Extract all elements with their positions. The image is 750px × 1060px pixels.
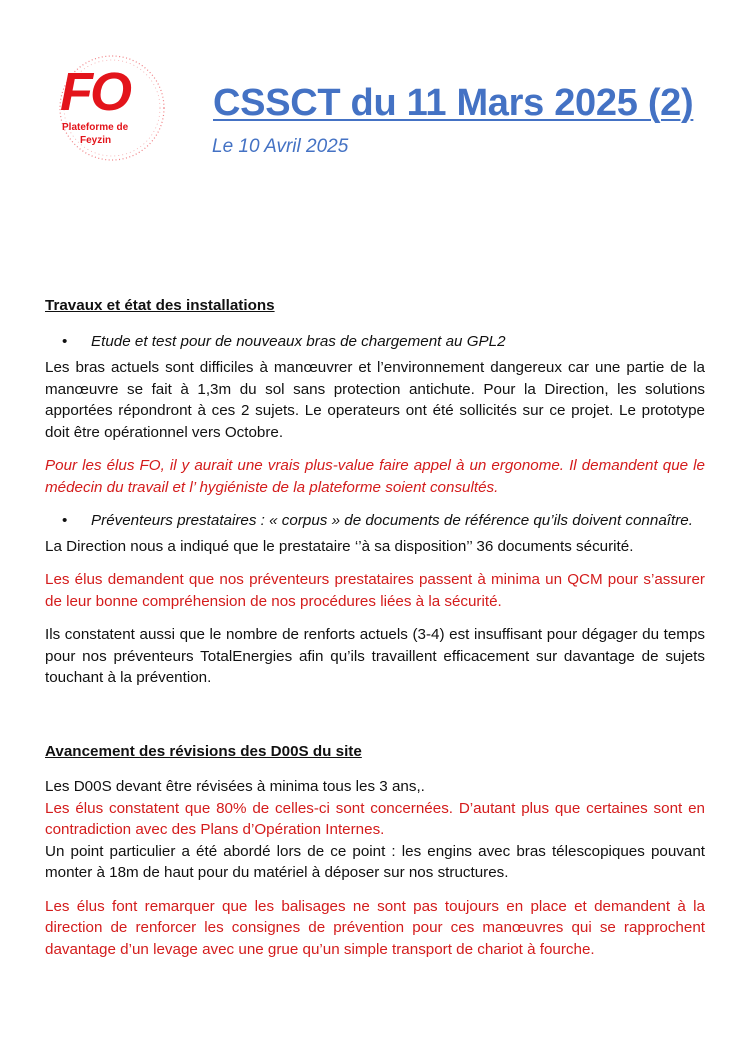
paragraph: Un point particulier a été abordé lors de ce point : les engins avec bras télescopiques pouvant monter à 18m de haut pour du matériel à déposer sur nos structures. xyxy=(45,842,705,881)
fo-position-paragraph: Les élus demandent que nos préventeurs prestataires passent à minima un QCM pour s’assurer de leur bonne compréhension de nos procédures liées à la sécurité. xyxy=(45,571,705,610)
bullet-item: • Préventeurs prestataires : « corpus » de documents de référence qu’ils doivent connaître. xyxy=(45,510,705,532)
fo-position-paragraph: Les élus font remarquer que les balisages ne sont pas toujours en place et demandent à la direction de renforcer les consignes de prévention pour ces manœuvres qui se rapprochent davantage d’un levage avec une grue qu’un simple transport de chariot à fourche. xyxy=(45,897,705,958)
document-title: CSSCT du 11 Mars 2025 (2) xyxy=(213,82,694,124)
paragraph: Les D00S devant être révisées à minima tous les 3 ans,. xyxy=(45,778,425,795)
section-heading-doos: Avancement des révisions des D00S du site xyxy=(45,742,362,760)
bullet-item: • Etude et test pour de nouveaux bras de chargement au GPL2 xyxy=(45,331,705,353)
fo-position-paragraph: Pour les élus FO, il y aurait une vrais plus-value faire appel à un ergonome. Il demandent que le médecin du travail et l’ hygiéniste de la plateforme soient consultés. xyxy=(45,457,705,496)
document-body xyxy=(45,295,705,960)
paragraph: Les bras actuels sont difficiles à manœuvrer et l’environnement dangereux car une partie de la manœuvre se fait à 1,3m du sol sans protection antichute. Pour la Direction, les solutions apportées répondront à ces 2 sujets. Le operateurs ont été sollicités sur ce projet. Le prototype doit être opérationnel vers Octobre. xyxy=(45,359,705,441)
svg-text:FO: FO xyxy=(60,62,129,122)
bullet-icon: • xyxy=(62,332,68,350)
fo-position-paragraph: Les élus constatent que 80% de celles-ci sont concernées. D’autant plus que certaines sont en contradiction avec des Plans d’Opération Internes. xyxy=(45,799,705,838)
paragraph: La Direction nous a indiqué que le prestataire ‘’à sa disposition’’ 36 documents sécurité. xyxy=(45,537,634,555)
svg-text:Feyzin: Feyzin xyxy=(80,135,112,146)
fo-logo xyxy=(50,48,170,168)
document-date: Le 10 Avril 2025 xyxy=(212,136,349,157)
paragraph: Ils constatent aussi que le nombre de renforts actuels (3-4) est insuffisant pour dégager du temps pour nos préventeurs TotalEnergies afin qu’ils travaillent efficacement sur davantage de sujets touchant à la prévention. xyxy=(45,626,705,686)
bullet-icon: • xyxy=(62,512,68,529)
svg-text:Plateforme de: Plateforme de xyxy=(62,122,129,133)
section-heading-installations: Travaux et état des installations xyxy=(45,297,275,314)
fo-logo-graphic xyxy=(50,48,170,168)
